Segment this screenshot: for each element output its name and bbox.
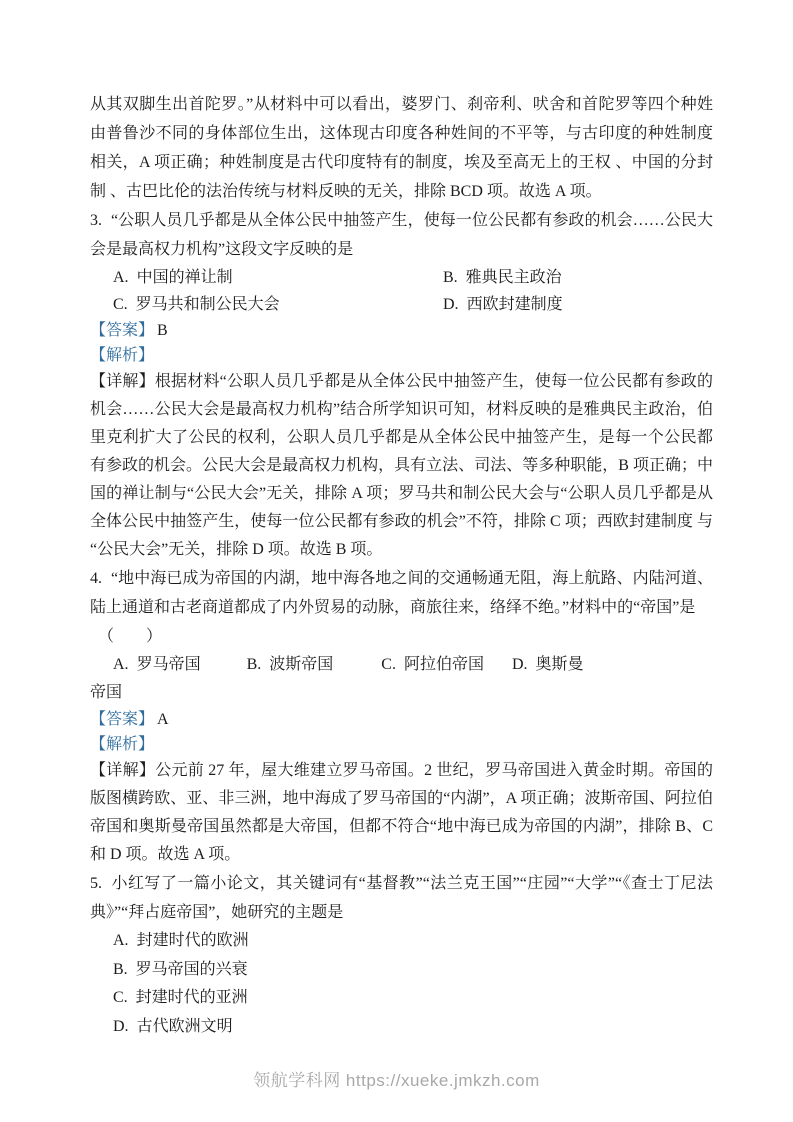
option-d bbox=[113, 1013, 713, 1042]
question-options bbox=[90, 264, 713, 318]
analysis-line bbox=[90, 343, 713, 368]
option-text: 阿拉伯帝国 bbox=[403, 656, 484, 673]
option-key: D. bbox=[113, 1017, 129, 1035]
option-a bbox=[113, 927, 713, 956]
option-a bbox=[113, 656, 201, 673]
tab-spacer bbox=[90, 668, 113, 669]
question-number: 3. bbox=[90, 212, 102, 229]
option-row bbox=[113, 264, 713, 291]
option-key: A. bbox=[113, 269, 129, 286]
option-key: B. bbox=[443, 269, 458, 286]
option-b bbox=[247, 656, 334, 673]
option-key: D. bbox=[511, 656, 528, 673]
detail-label: 【详解】 bbox=[90, 373, 155, 390]
option-text: 罗马共和制公民大会 bbox=[135, 296, 280, 313]
question-stem-text: “地中海已成为帝国的内湖，地中海各地之间的交通畅通无阻，海上航路、内陆河道、陆上通道和古老商道都成了内外贸易的动脉，商旅往来，络绎不绝。”材料中的“帝国”是 bbox=[90, 570, 713, 616]
option-key: C. bbox=[381, 656, 396, 673]
question-number: 5. bbox=[90, 875, 102, 892]
option-text: 古代欧洲文明 bbox=[136, 1017, 233, 1035]
analysis-label: 【解析】 bbox=[90, 347, 155, 364]
option-key: A. bbox=[113, 932, 129, 949]
answer-label: 【答案】 bbox=[90, 322, 155, 339]
answer-value: A bbox=[157, 711, 169, 728]
option-c bbox=[113, 291, 443, 318]
watermark-text: 领航学科网 https://xueke.jmkzh.com bbox=[253, 1071, 540, 1090]
tab-spacer bbox=[201, 668, 247, 669]
option-text: 中国的禅让制 bbox=[136, 269, 233, 286]
analysis-line bbox=[90, 732, 713, 757]
option-b bbox=[113, 956, 713, 985]
question-stem bbox=[90, 869, 713, 927]
detail-text: 根据材料“公职人员几乎都是从全体公民中抽签产生，使每一位公民都有参政的机会……公民大会是最高权力机构”结合所学知识可知，材料反映的是雅典民主政治，伯里克利扩大了公民的权利，公职人员几乎都是从全体公民中抽签产生，是每一个公民都有参政的机会。公民大会是最高权力机构，具有立法、司法、等多种职能，B 项正确；中国的禅让制与“公民大会”无关，排除 A 项；罗马共和制公民大会与“公职人员几乎都是从全体公民中抽签产生，使每一位公民都有参政的机会”不符，排除 C 项；西欧封建制度 与“公民大会”无关，排除 D 项。故选 B 项。 bbox=[90, 373, 713, 558]
answer-bracket: （ ） bbox=[98, 628, 163, 645]
option-text: 封建时代的亚洲 bbox=[135, 989, 248, 1006]
question-block-4 bbox=[90, 564, 713, 869]
option-b bbox=[443, 264, 713, 291]
question-block-3 bbox=[90, 206, 713, 564]
question-stem-text: “公职人员几乎都是从全体公民中抽签产生，使每一位公民都有参政的机会……公民大会是最高权力机构”这段文字反映的是 bbox=[90, 212, 713, 258]
option-text: 雅典民主政治 bbox=[465, 269, 562, 286]
option-row bbox=[113, 291, 713, 318]
option-text: 西欧封建制度 bbox=[466, 296, 563, 313]
option-c bbox=[381, 656, 484, 673]
detail-paragraph bbox=[90, 757, 713, 869]
question-stem bbox=[90, 206, 713, 264]
option-d bbox=[443, 291, 713, 318]
question-block-5 bbox=[90, 869, 713, 1041]
answer-value: B bbox=[157, 322, 168, 339]
answer-label: 【答案】 bbox=[90, 711, 155, 728]
option-key: B. bbox=[113, 960, 128, 978]
intro-continuation-paragraph: 从其双脚生出首陀罗。”从材料中可以看出，婆罗门、刹帝利、吠舍和首陀罗等四个种姓由普鲁沙不同的身体部位生出，这体现古印度各种姓间的不平等，与古印度的种姓制度相关，A 项正确；种姓制度是古代印度特有的制度，埃及至高无上的王权 、中国的分封制 、古巴比伦的法治传统与材料反映的无关，排除 BCD 项。故选 A 项。 bbox=[90, 96, 713, 200]
question-stem-text: 小红写了一篇小论文，其关键词有“基督教”“法兰克王国”“庄园”“大学”“《查士丁尼法典》”“拜占庭帝国”，她研究的主题是 bbox=[90, 875, 713, 921]
tab-spacer bbox=[484, 668, 512, 669]
site-watermark bbox=[0, 1066, 793, 1091]
option-key: A. bbox=[113, 656, 129, 673]
answer-line bbox=[90, 707, 713, 732]
option-key: D. bbox=[443, 296, 459, 313]
question-options bbox=[90, 651, 585, 707]
option-text: 奥斯曼帝国 bbox=[90, 656, 584, 701]
question-number: 4. bbox=[90, 570, 102, 587]
option-text: 罗马帝国的兴衰 bbox=[135, 960, 248, 978]
option-text: 封建时代的欧洲 bbox=[136, 932, 249, 949]
question-stem bbox=[90, 564, 713, 622]
option-c bbox=[113, 984, 713, 1013]
analysis-label: 【解析】 bbox=[90, 736, 155, 753]
question-options bbox=[90, 927, 713, 1041]
detail-text: 公元前 27 年，屋大维建立罗马帝国。2 世纪，罗马帝国进入黄金时期。帝国的版图横跨欧、亚、非三洲，地中海成了罗马帝国的“内湖”，A 项正确；波斯帝国、阿拉伯帝国和奥斯曼帝国虽然都是大帝国，但都不符合“地中海已成为帝国的内湖”，排除 B、C 和 D 项。故选 A 项。 bbox=[90, 762, 713, 863]
option-key: C. bbox=[113, 989, 128, 1006]
option-key: C. bbox=[113, 296, 128, 313]
tab-spacer bbox=[333, 668, 381, 669]
option-key: B. bbox=[246, 656, 262, 673]
option-text: 罗马帝国 bbox=[136, 656, 201, 673]
option-text: 波斯帝国 bbox=[269, 656, 334, 673]
option-a bbox=[113, 264, 443, 291]
answer-line bbox=[90, 318, 713, 343]
detail-label: 【详解】 bbox=[90, 762, 156, 779]
detail-paragraph bbox=[90, 368, 713, 564]
